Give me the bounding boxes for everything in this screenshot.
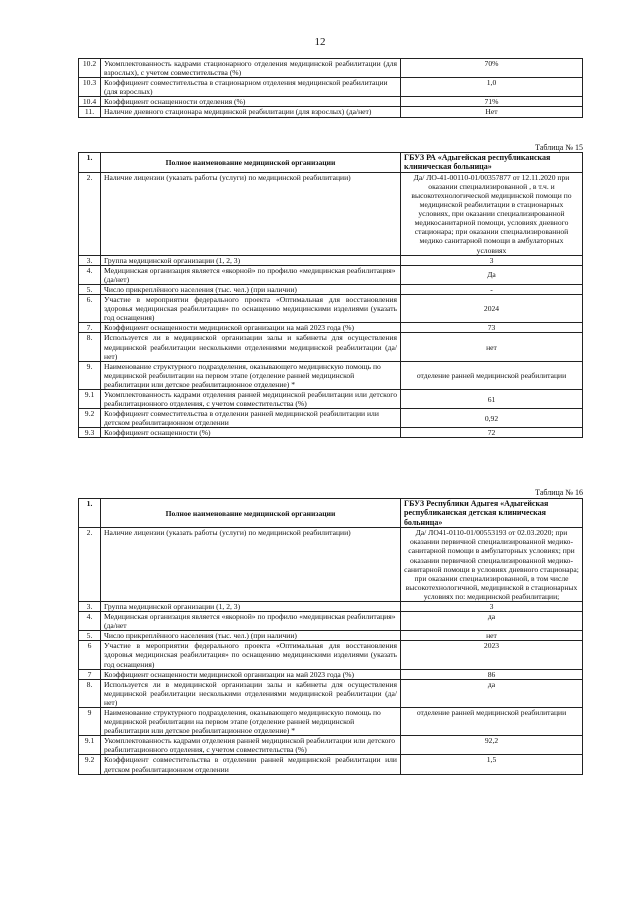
row-description: Число прикреплённого населения (тыс. чел.) (при наличии) — [101, 631, 401, 641]
table-row — [79, 107, 583, 117]
table-15 — [78, 152, 583, 438]
row-value: отделение ранней медицинской реабилитации — [401, 708, 583, 736]
row-number: 9.2 — [79, 409, 101, 428]
table-row — [79, 708, 583, 736]
row-number: 5. — [79, 284, 101, 294]
table-row — [79, 755, 583, 774]
row-description: Коэффициент оснащенности медицинской организации на май 2023 года (%) — [101, 323, 401, 333]
row-value: 92,2 — [401, 736, 583, 755]
table-row — [79, 333, 583, 361]
table-row — [79, 172, 583, 255]
row-description: Коэффициент оснащенности медицинской организации на май 2023 года (%) — [101, 669, 401, 679]
row-description: Коэффициент оснащенности отделения (%) — [101, 97, 401, 107]
row-number: 7 — [79, 669, 101, 679]
row-description: Укомплектованность кадрами стационарного отделения медицинской реабилитации (для взрослых), с учетом совместительства (%) — [101, 59, 401, 78]
header-label: Полное наименование медицинской организации — [101, 153, 401, 173]
row-number: 1. — [79, 499, 101, 528]
row-value: 73 — [401, 323, 583, 333]
row-value: 72 — [401, 428, 583, 438]
row-value: 0,92 — [401, 409, 583, 428]
row-number: 10.4 — [79, 97, 101, 107]
page-number: 12 — [314, 36, 326, 48]
row-description: Участие в мероприятии федерального проекта «Оптимальная для восстановления здоровья медицинская реабилитация» по оснащению медицинскими изделиями (указать год оснащения) — [101, 641, 401, 669]
row-number: 9.1 — [79, 736, 101, 755]
row-value: Да — [401, 265, 583, 284]
table-row — [79, 409, 583, 428]
row-value: 1,5 — [401, 755, 583, 774]
row-value: Нет — [401, 107, 583, 117]
row-number: 3. — [79, 255, 101, 265]
row-value: Да/ ЛО41-0110-01/00553193 от 02.03.2020; при оказании первичной специализированной медико-санитарной помощи в амбулаторных условиях; при оказании первичной специализированной медико-санитарной помощи в условиях дневного стационара; при оказании специализированной, в том числе высокотехнологичной, медицинской в стационарных условиях по: медицинской реабилитации; — [401, 528, 583, 602]
row-value: - — [401, 284, 583, 294]
table-caption: Таблица № 15 — [535, 143, 583, 152]
table-caption: Таблица № 16 — [535, 488, 583, 497]
row-value: 1,0 — [401, 78, 583, 97]
table-row — [79, 59, 583, 78]
row-number: 6. — [79, 295, 101, 323]
row-description: Наименование структурного подразделения, оказывающего медицинскую помощь по медицинской реабилитации на первом этапе (отделение ранней медицинской реабилитации или детское реабилитационное отделение) * — [101, 361, 401, 389]
table-row — [79, 284, 583, 294]
organization-name: ГБУЗ РА «Адыгейская республиканская клиническая больница» — [401, 153, 583, 173]
row-description: Коэффициент совместительства в отделении ранней медицинской реабилитации или детском реабилитационном отделении — [101, 409, 401, 428]
table-row — [79, 265, 583, 284]
row-description: Используется ли в медицинской организации залы и кабинеты для осуществления медицинской реабилитации несколькими отделениями медицинской реабилитации (да/нет) — [101, 333, 401, 361]
row-number: 2. — [79, 528, 101, 602]
row-value: 71% — [401, 97, 583, 107]
row-number: 9.2 — [79, 755, 101, 774]
table-row — [79, 612, 583, 631]
row-description: Число прикреплённого населения (тыс. чел.) (при наличии) — [101, 284, 401, 294]
table-row — [79, 736, 583, 755]
header-label: Полное наименование медицинской организации — [101, 499, 401, 528]
row-value: отделение ранней медицинской реабилитации — [401, 361, 583, 389]
row-description: Группа медицинской организации (1, 2, 3) — [101, 255, 401, 265]
table-row — [79, 389, 583, 408]
row-number: 9 — [79, 708, 101, 736]
row-number: 10.2 — [79, 59, 101, 78]
table-row — [79, 295, 583, 323]
organization-name: ГБУЗ Республики Адыгея «Адыгейская республиканская детская клиническая больница» — [401, 499, 583, 528]
row-description: Участие в мероприятии федерального проекта «Оптимальная для восстановления здоровья медицинская реабилитация» по оснащению медицинскими изделиями (указать год оснащения) — [101, 295, 401, 323]
row-description: Коэффициент оснащенности (%) — [101, 428, 401, 438]
row-description: Укомплектованность кадрами отделения ранней медицинской реабилитации или детского реабилитационного отделения, с учетом совместительства (%) — [101, 389, 401, 408]
row-number: 7. — [79, 323, 101, 333]
row-number: 10.3 — [79, 78, 101, 97]
row-value: 3 — [401, 255, 583, 265]
row-value: 86 — [401, 669, 583, 679]
row-description: Коэффициент совместительства в отделении ранней медицинской реабилитации или детском реабилитационном отделении — [101, 755, 401, 774]
row-description: Наименование структурного подразделения, оказывающего медицинскую помощь по медицинской реабилитации на первом этапе (отделение ранней медицинской реабилитации или детское реабилитационное отделение) * — [101, 708, 401, 736]
table-header-row — [79, 499, 583, 528]
table-row — [79, 361, 583, 389]
row-description: Наличие лицензии (указать работы (услуги) по медицинской реабилитации) — [101, 528, 401, 602]
table-row — [79, 323, 583, 333]
row-description: Медицинская организация является «якорной» по профилю «медицинская реабилитация» (да/нет) — [101, 265, 401, 284]
row-value: да — [401, 612, 583, 631]
row-description: Группа медицинской организации (1, 2, 3) — [101, 601, 401, 611]
row-description: Наличие дневного стационара медицинской реабилитации (для взрослых) (да/нет) — [101, 107, 401, 117]
row-value: Да/ ЛО-41-00110-01/00357877 от 12.11.2020 при оказании специализированной , в т.ч. и высокотехнологической медицинской помощи по медицинской реабилитации в стационарных условиях, при оказании специализированной медикосанитарной помощи, условиях дневного стационара; при оказании специализированной медико санитарной помощи в амбулаторных условиях — [401, 172, 583, 255]
table-header-row — [79, 153, 583, 173]
row-number: 2. — [79, 172, 101, 255]
row-number: 8. — [79, 333, 101, 361]
row-description: Укомплектованность кадрами отделения ранней медицинской реабилитации или детского реабилитационного отделения, с учетом совместительства (%) — [101, 736, 401, 755]
row-number: 9.1 — [79, 389, 101, 408]
table-row — [79, 641, 583, 669]
row-number: 9.3 — [79, 428, 101, 438]
row-number: 4. — [79, 612, 101, 631]
row-value: 3 — [401, 601, 583, 611]
row-number: 6 — [79, 641, 101, 669]
row-description: Используется ли в медицинской организации залы и кабинеты для осуществления медицинской реабилитации несколькими отделениями медицинской реабилитации (да/нет) — [101, 679, 401, 707]
row-number: 4. — [79, 265, 101, 284]
row-value: нет — [401, 631, 583, 641]
table-row — [79, 669, 583, 679]
table-16 — [78, 498, 583, 775]
row-value: 2023 — [401, 641, 583, 669]
row-number: 3. — [79, 601, 101, 611]
row-value: 61 — [401, 389, 583, 408]
row-description: Коэффициент совместительства в стационарном отделения медицинской реабилитации (для взрослых) — [101, 78, 401, 97]
row-number: 1. — [79, 153, 101, 173]
row-value: да — [401, 679, 583, 707]
table-row — [79, 428, 583, 438]
table-row — [79, 679, 583, 707]
table-row — [79, 528, 583, 602]
table-row — [79, 631, 583, 641]
table-continued — [78, 58, 583, 118]
row-value: 2024 — [401, 295, 583, 323]
row-number: 5. — [79, 631, 101, 641]
row-number: 11. — [79, 107, 101, 117]
row-value: 70% — [401, 59, 583, 78]
row-description: Наличие лицензии (указать работы (услуги) по медицинской реабилитации) — [101, 172, 401, 255]
table-row — [79, 97, 583, 107]
table-row — [79, 78, 583, 97]
row-value: нет — [401, 333, 583, 361]
row-description: Медицинская организация является «якорной» по профилю «медицинская реабилитация» (да/нет — [101, 612, 401, 631]
table-row — [79, 255, 583, 265]
row-number: 9. — [79, 361, 101, 389]
table-row — [79, 601, 583, 611]
row-number: 8. — [79, 679, 101, 707]
